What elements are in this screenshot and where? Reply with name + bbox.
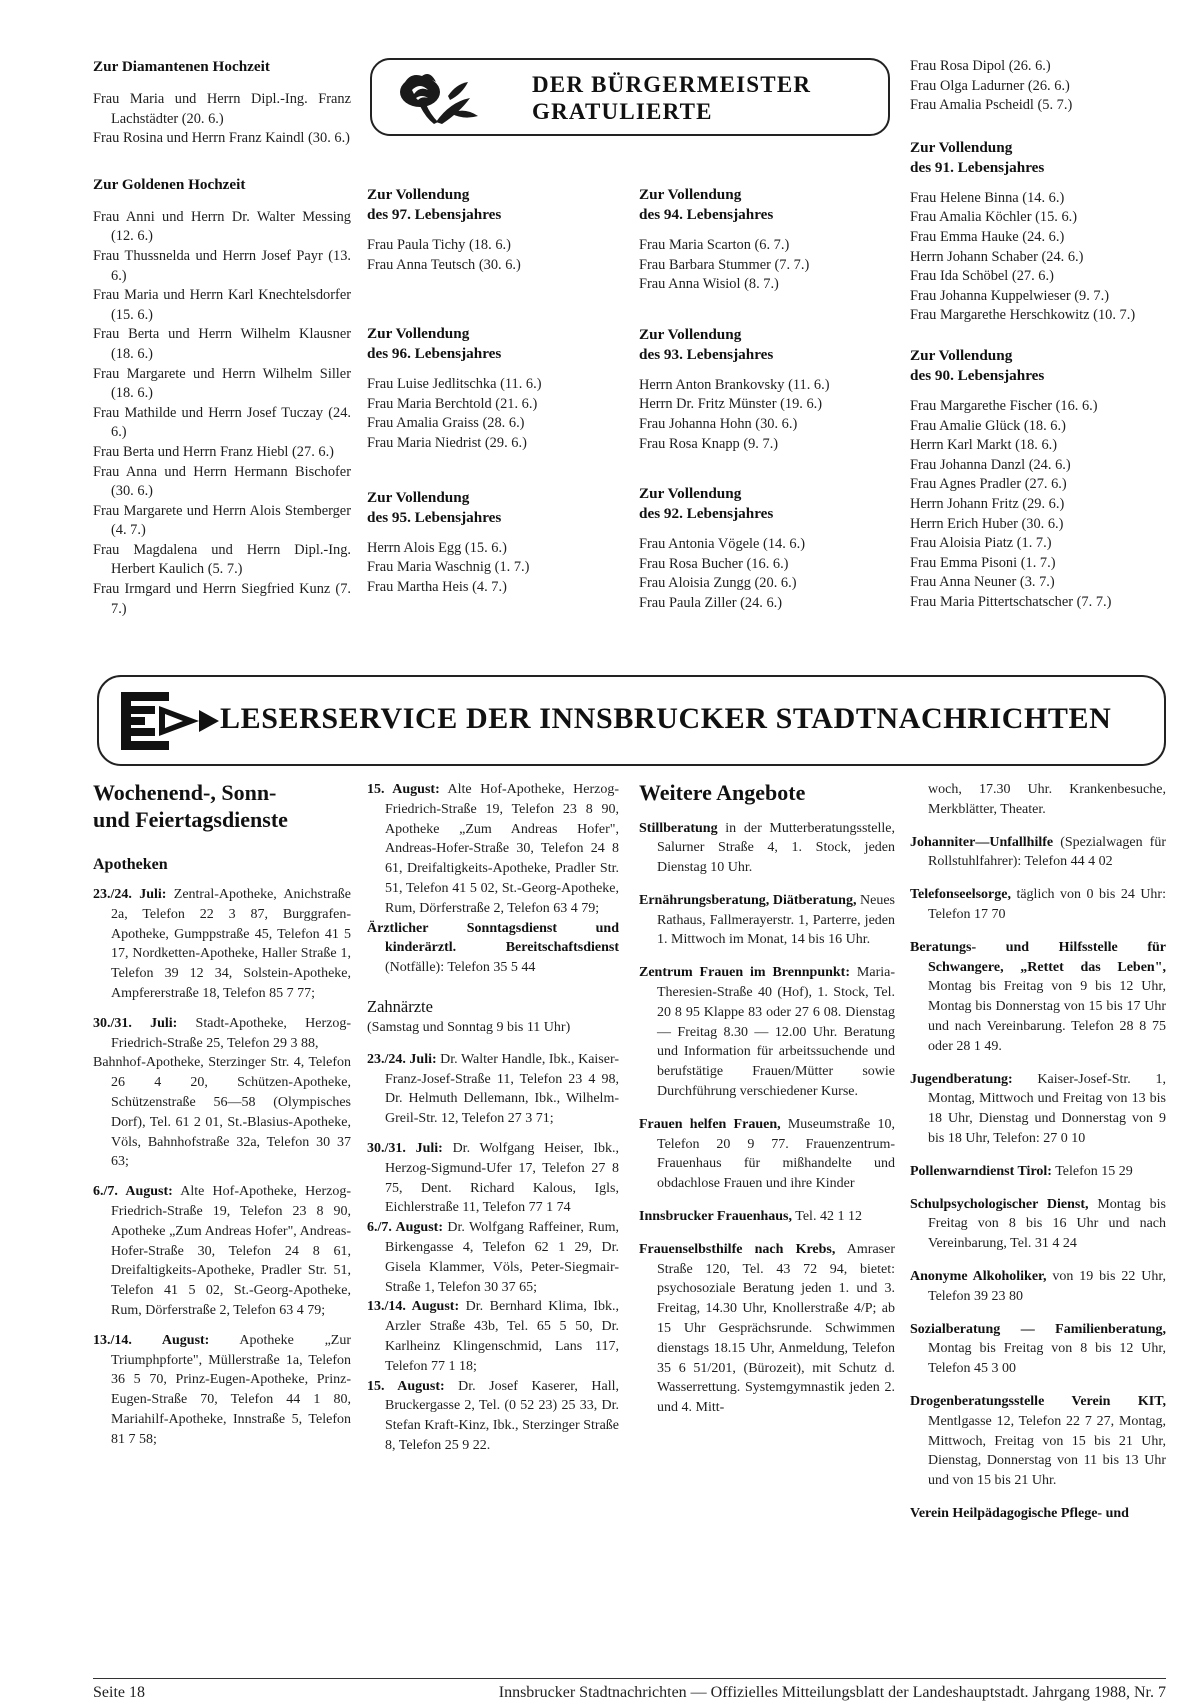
list-item: Frau Margarete und Herrn Alois Stemberger (4. 7.) — [93, 502, 351, 539]
item-lead: Ernährungsberatung, Diätberatung, — [639, 892, 857, 908]
list-item — [639, 1207, 895, 1227]
list-item: Frau Aloisia Piatz (1. 7.) — [910, 535, 1052, 552]
item-text: in der Mutterberatungsstelle, Salurner Straße 4, 1. Stock, jeden Dienstag 10 Uhr. — [657, 820, 895, 876]
item-lead: Jugendberatung: — [910, 1071, 1013, 1087]
list-item: Frau Emma Hauke (24. 6.) — [910, 228, 1065, 245]
list-item: Frau Margarete und Herrn Wilhelm Siller (18. 6.) — [93, 365, 351, 402]
list-item: Frau Luise Jedlitschka (11. 6.) — [367, 376, 542, 393]
item-text: Kaiser-Josef-Str. 1, Montag, Mittwoch und Freitag von 13 bis 18 Uhr, Dienstag und Donnerstag von 9 bis 18 Uhr, Telefon: 27 0 10 — [928, 1071, 1166, 1146]
list-item — [910, 1162, 1166, 1182]
heading-line: Zur Vollendung — [639, 485, 742, 503]
list-item — [93, 1014, 351, 1054]
list-item: Herrn Alois Egg (15. 6.) — [367, 539, 507, 556]
list-item — [93, 1182, 351, 1321]
pharmacy-dentist-column — [367, 780, 619, 1456]
item-text: woch, 17.30 Uhr. Krankenbesuche, Merkblätter, Theater. — [928, 782, 1166, 817]
item-text: Montag bis Freitag von 9 bis 12 Uhr, Montag bis Donnerstag von 15 bis 17 Uhr und nach Vereinbarung. Telefon 28 8 75 oder 28 1 49. — [928, 979, 1166, 1054]
item-text: Alte Hof-Apotheke, Herzog-Friedrich-Straße 19, Telefon 23 8 90, Apotheke „Zum Andreas Hofer", Andreas-Hofer-Straße 30, Telefon 24 8 61, Dreifaltigkeits-Apotheke, Pradler Str. 51, Telefon 41 5 02, St.-Georg-Apotheke, Rum, Dörferstraße 2, Telefon 63 4 79; — [385, 782, 619, 916]
list-item: Herrn Anton Brankovsky (11. 6.) — [639, 376, 830, 393]
list-item: Frau Rosina und Herrn Franz Kaindl (30. 6.) — [93, 130, 350, 147]
list-item: Frau Amalia Graiss (28. 6.) — [367, 415, 525, 432]
list-item: Frau Maria Berchtold (21. 6.) — [367, 395, 538, 412]
list-item: Frau Antonia Vögele (14. 6.) — [639, 536, 805, 553]
item-lead: Johanniter—Unfallhilfe — [910, 834, 1054, 850]
entry-list — [639, 236, 891, 295]
list-item: Frau Paula Ziller (24. 6.) — [639, 594, 783, 611]
list-item: Herrn Johann Schaber (24. 6.) — [910, 248, 1084, 265]
diamond-wedding-section — [93, 57, 351, 149]
list-item: Frau Thussnelda und Herrn Josef Payr (13. 6.) — [93, 247, 351, 284]
list-item: Frau Mathilde und Herrn Josef Tuczay (24. 6.) — [93, 404, 351, 441]
item-lead: Ärztlicher Sonntagsdienst und kinderärztl. Bereitschaftsdienst — [367, 920, 619, 956]
birthday-section — [367, 185, 617, 275]
item-text: von 19 bis 22 Uhr, Telefon 39 23 80 — [928, 1268, 1166, 1304]
heading-line: Zur Vollendung — [639, 325, 742, 343]
item-text: Dr. Walter Handle, Ibk., Kaiser-Franz-Josef-Straße 11, Telefon 23 4 98, Dr. Helmuth Dellemann, Ibk., Wilhelm-Greil-Str. 12, Telefon 27 3 71; — [385, 1051, 620, 1127]
item-lead: Sozialberatung — Familienberatung, — [910, 1321, 1166, 1337]
list-item: Frau Ida Schöbel (27. 6.) — [910, 268, 1054, 285]
item-lead: 6./7. August: — [367, 1220, 443, 1236]
heading-line: des 97. Lebensjahres — [367, 206, 502, 223]
heading-line: Zur Vollendung — [367, 325, 470, 343]
other-services-column-2 — [910, 780, 1166, 1537]
item-lead: Beratungs- und Hilfsstelle für Schwangere, „Rettet das Leben", — [910, 939, 1166, 975]
arrow-logo-icon — [119, 690, 219, 752]
subsection-title: Apotheken — [93, 856, 168, 873]
list-item: Frau Anna und Herrn Hermann Bischofer (30. 6.) — [93, 463, 351, 500]
item-lead: Schulpsychologischer Dienst, — [910, 1196, 1089, 1212]
list-item: Frau Irmgard und Herrn Siegfried Kunz (7. 7.) — [93, 581, 351, 617]
heading-line: des 96. Lebensjahres — [367, 345, 502, 363]
birthday-column-4 — [910, 57, 1160, 632]
list-item: Frau Johanna Kuppelwieser (9. 7.) — [910, 287, 1110, 304]
list-item — [910, 1392, 1166, 1491]
list-item — [910, 1195, 1166, 1254]
section-title: Weitere Angebote — [639, 780, 806, 805]
list-item: Herrn Johann Fritz (29. 6.) — [910, 495, 1065, 512]
list-item: Frau Helene Binna (14. 6.) — [910, 189, 1065, 206]
birthday-section — [367, 488, 617, 598]
item-text: Alte Hof-Apotheke, Herzog-Friedrich-Straße 19, Telefon 23 8 90, Apotheke „Zum Andreas Hofer", Andreas-Hofer-Straße 30, Telefon 24 8 61, Dreifaltigkeits-Apotheke, Pradler Str. 51, Telefon 41 5 02, St.-Georg-Apotheke, Rum, Dörferstraße 2, Telefon 63 4 79; — [111, 1184, 351, 1318]
subsection-title: Zahnärzte — [367, 996, 433, 1016]
entry-list — [93, 90, 351, 149]
list-item: Frau Johanna Hohn (30. 6.) — [639, 415, 798, 432]
item-lead: Pollenwarndienst Tirol: — [910, 1163, 1052, 1179]
list-item — [639, 963, 895, 1102]
list-item — [639, 891, 895, 950]
birthday-section — [639, 325, 891, 454]
list-item: Frau Margarethe Herschkowitz (10. 7.) — [910, 307, 1136, 324]
list-item: Frau Maria Scarton (6. 7.) — [639, 237, 790, 253]
list-item — [367, 1050, 619, 1129]
banner-title-line: DER BÜRGERMEISTER — [532, 72, 812, 97]
section-heading — [910, 346, 1160, 386]
item-text: (Notfälle): Telefon 35 5 44 — [385, 960, 536, 976]
item-lead: Frauenselbsthilfe nach Krebs, — [639, 1241, 836, 1257]
entry-list — [910, 57, 1160, 116]
item-text: Maria-Theresien-Straße 40 (Hof), 1. Stock, Tel. 20 8 95 Klappe 83 oder 27 6 08. Dienstag — Freitag 8.30 — 12.00 Uhr. Beratung und Information für arbeitssuchende und berufstätige Frauen/Mütter sowie Durchführung verschiedener Kurse. — [657, 965, 895, 1100]
item-text: Museumstraße 10, Telefon 20 9 77. Frauenzentrum-Frauenhaus für mißhandelte und obdachlose Frauen und ihre Kinder — [657, 1116, 895, 1192]
heading-line: des 91. Lebensjahres — [910, 158, 1045, 176]
list-item-continuation — [910, 780, 1166, 820]
pharmacy-column — [93, 780, 351, 1460]
subsection-note: (Samstag und Sonntag 9 bis 11 Uhr) — [367, 1019, 571, 1035]
list-item: Frau Amalie Glück (18. 6.) — [910, 417, 1066, 434]
list-item — [910, 833, 1166, 873]
list-item — [367, 1377, 619, 1456]
section-heading — [639, 185, 891, 225]
list-item: Frau Aloisia Zungg (20. 6.) — [639, 575, 797, 592]
list-item: Frau Anna Teutsch (30. 6.) — [367, 256, 521, 273]
list-item: Herrn Erich Huber (30. 6.) — [910, 515, 1064, 532]
list-item: Frau Anni und Herrn Dr. Walter Messing (12. 6.) — [93, 208, 351, 245]
page-footer — [93, 1678, 1166, 1701]
entry-list — [93, 208, 351, 619]
item-text: Amraser Straße 120, Tel. 43 72 94, bietet: psychosoziale Beratung jeden 1. und 3. Freitag, 14.30 Uhr, Knollerstraße 4/P; ab 15 Uhr Gesprächsrunde. Schwimmen dienstags 18.15 Uhr, Anmeldung, Telefon 35 6 51/201, (Bürozeit), mit Schutz d. Wasserrettung. Systemgymnastik jeden 2. und 4. Mitt- — [657, 1241, 895, 1416]
item-text: Neues Rathaus, Fallmerayerstr. 1, Parterre, jeden 1. Mittwoch im Monat, 14 bis 16 Uhr. — [657, 892, 895, 948]
list-item: Frau Berta und Herrn Wilhelm Klausner (18. 6.) — [93, 326, 351, 362]
publication-info: Innsbrucker Stadtnachrichten — Offizielles Mitteilungsblatt der Landeshauptstadt. Jahrgang 1988, Nr. 7 — [498, 1684, 1166, 1701]
list-item: Frau Maria Niedrist (29. 6.) — [367, 434, 527, 451]
list-item — [93, 1053, 351, 1172]
list-item: Frau Maria und Herrn Karl Knechtelsdorfer (15. 6.) — [93, 287, 351, 323]
section-heading — [639, 484, 891, 524]
item-text: Montag bis Freitag von 8 bis 16 Uhr und nach Vereinbarung, Tel. 31 4 24 — [928, 1196, 1166, 1252]
section-heading — [639, 325, 891, 365]
item-text: Montag bis Freitag von 8 bis 12 Uhr, Telefon 45 3 00 — [928, 1341, 1166, 1377]
entry-list — [367, 375, 617, 453]
list-item — [367, 1218, 619, 1297]
list-item: Frau Amalia Pscheidl (5. 7.) — [910, 97, 1073, 114]
entry-list — [639, 535, 891, 613]
list-item — [367, 1297, 619, 1376]
heading-line: des 90. Lebensjahres — [910, 366, 1045, 384]
birthday-section — [910, 138, 1160, 326]
leserservice-banner — [97, 675, 1166, 766]
birthday-section — [367, 324, 617, 453]
list-item: Herrn Karl Markt (18. 6.) — [910, 437, 1058, 454]
birthday-section — [639, 185, 891, 295]
item-lead: Zentrum Frauen im Brennpunkt: — [639, 965, 851, 981]
heading-line: des 94. Lebensjahres — [639, 206, 774, 223]
list-item: Frau Anna Wisiol (8. 7.) — [639, 276, 779, 293]
heading-line: des 92. Lebensjahres — [639, 505, 774, 523]
mayor-congratulates-banner — [370, 58, 890, 136]
item-lead: 13./14. August: — [367, 1299, 460, 1315]
item-text: Dr. Wolfgang Raffeiner, Rum, Birkengasse 4, Telefon 62 1 29, Dr. Gisela Klammer, Völs, Peter-Siegmair-Straße 1, Telefon 30 37 65; — [385, 1220, 619, 1295]
list-item: Frau Martha Heis (4. 7.) — [367, 578, 507, 595]
heading-line: Zur Vollendung — [367, 186, 470, 203]
anniversary-column — [93, 57, 351, 645]
list-item: Frau Margarethe Fischer (16. 6.) — [910, 397, 1098, 414]
item-lead: 30./31. Juli: — [93, 1015, 178, 1031]
list-item — [910, 885, 1166, 925]
item-text: Tel. 42 1 12 — [792, 1209, 862, 1225]
item-lead: 15. August: — [367, 782, 440, 797]
list-item — [910, 1070, 1166, 1149]
list-item: Frau Barbara Stummer (7. 7.) — [639, 256, 810, 273]
list-item: Frau Johanna Danzl (24. 6.) — [910, 456, 1071, 473]
section-heading — [367, 488, 617, 528]
leserservice-title: LESERSERVICE DER INNSBRUCKER STADTNACHRICHTEN — [220, 702, 1112, 735]
list-item — [93, 1331, 351, 1450]
list-item — [367, 780, 619, 919]
entry-list — [639, 376, 891, 454]
list-item — [367, 1139, 619, 1218]
list-item: Herrn Dr. Fritz Münster (19. 6.) — [639, 396, 823, 413]
heading-line: Zur Vollendung — [910, 138, 1013, 156]
list-item: Frau Maria Waschnig (1. 7.) — [367, 559, 530, 576]
list-item: Frau Rosa Dipol (26. 6.) — [910, 58, 1051, 74]
birthday-column-2 — [367, 185, 617, 627]
list-item: Frau Rosa Knapp (9. 7.) — [639, 435, 779, 452]
item-text: Dr. Bernhard Klima, Ibk., Arzler Straße 43b, Tel. 65 5 50, Dr. Karlheinz Klingenschmid, Lans 117, Telefon 77 1 18; — [385, 1299, 619, 1374]
list-item — [910, 1504, 1166, 1524]
item-text: Telefon 15 29 — [1051, 1163, 1133, 1179]
heading-line: des 95. Lebensjahres — [367, 508, 502, 526]
list-item: Frau Anna Neuner (3. 7.) — [910, 574, 1055, 591]
item-lead: Drogenberatungsstelle Verein KIT, — [910, 1393, 1166, 1409]
entry-list — [910, 189, 1160, 326]
section-heading — [910, 138, 1160, 178]
item-text: Apotheke „Zur Triumphpforte", Müllerstraße 1a, Telefon 36 5 70, Prinz-Eugen-Apotheke, Prinz-Eugen-Straße 70, Telefon 44 1 80, Mariahilf-Apotheke, Innstraße 5, Telefon 81 7 58; — [111, 1332, 351, 1447]
section-title: Wochenend-, Sonn- und Feiertagsdienste — [93, 780, 288, 832]
list-item — [910, 1267, 1166, 1307]
heading-line: Zur Vollendung — [639, 186, 742, 203]
item-lead: 15. August: — [367, 1378, 445, 1394]
item-lead: Innsbrucker Frauenhaus, — [639, 1209, 793, 1225]
list-item — [367, 919, 619, 978]
banner-title — [532, 71, 811, 125]
section-heading: Zur Diamantenen Hochzeit — [93, 58, 270, 75]
item-text: Dr. Josef Kaserer, Hall, Bruckergasse 2, Tel. (0 52 23) 25 33, Dr. Stefan Kraft-Kinz, Ibk., Sterzinger Straße 8, Telefon 25 9 22. — [385, 1378, 620, 1453]
list-item — [639, 1240, 895, 1418]
birthday-section — [910, 346, 1160, 613]
birthday-section — [639, 484, 891, 613]
birthday-column-3 — [639, 185, 891, 644]
item-lead: Stillberatung — [639, 820, 718, 836]
list-item — [910, 1320, 1166, 1379]
page-number: Seite 18 — [93, 1684, 145, 1701]
item-text: Bahnhof-Apotheke, Sterzinger Str. 4, Telefon 26 4 20, Schützen-Apotheke, Schützenstraße 56—58 (Olympisches Dorf), Tel. 61 2 01, St.-Blasius-Apotheke, Völs, Bahnhofstraße 32a, Telefon 30 37 63; — [93, 1055, 351, 1170]
list-item: Frau Berta und Herrn Franz Hiebl (27. 6.) — [93, 443, 334, 460]
golden-wedding-section — [93, 175, 351, 619]
item-text: Stadt-Apotheke, Herzog-Friedrich-Straße 25, Telefon 29 3 88, — [111, 1015, 352, 1051]
entry-list — [910, 397, 1160, 613]
item-text: täglich von 0 bis 24 Uhr: Telefon 17 70 — [928, 887, 1166, 922]
list-item — [910, 938, 1166, 1057]
list-item — [93, 885, 351, 1004]
item-text: Zentral-Apotheke, Anichstraße 2a, Telefon 22 3 87, Burggrafen-Apotheke, Gumppstraße 45, Telefon 41 5 17, Nordketten-Apotheke, Haller Straße 1, Telefon 39 12 34, Solstein-Apotheke, Ampfererstraße 18, Telefon 85 7 77; — [111, 887, 351, 1001]
rose-icon — [390, 68, 490, 128]
section-heading — [367, 324, 617, 364]
section-heading: Zur Goldenen Hochzeit — [93, 175, 246, 193]
item-lead: 6./7. August: — [93, 1184, 173, 1200]
banner-title-line: GRATULIERTE — [532, 99, 713, 124]
item-lead: 23./24. Juli: — [367, 1051, 437, 1067]
list-item: Frau Maria Pittertschatscher (7. 7.) — [910, 593, 1112, 610]
entry-list — [367, 236, 617, 275]
other-services-column — [639, 780, 895, 1431]
item-lead: Frauen helfen Frauen, — [639, 1116, 781, 1132]
item-text: (Spezialwagen für Rollstuhlfahrer): Telefon 44 4 02 — [928, 834, 1166, 870]
entry-list — [367, 539, 617, 598]
item-lead: Anonyme Alkoholiker, — [910, 1268, 1047, 1284]
list-item: Frau Paula Tichy (18. 6.) — [367, 237, 511, 253]
heading-line: des 93. Lebensjahres — [639, 345, 774, 363]
heading-line: Zur Vollendung — [910, 346, 1013, 364]
item-text: Dr. Wolfgang Heiser, Ibk., Herzog-Sigmund-Ufer 17, Telefon 27 8 75, Dent. Richard Kalous, Igls, Eichlerstraße 11, Telefon 77 1 74 — [385, 1140, 619, 1216]
heading-line: Zur Vollendung — [367, 488, 470, 506]
list-item: Frau Olga Ladurner (26. 6.) — [910, 77, 1070, 94]
item-lead: Verein Heilpädagogische Pflege- und — [910, 1505, 1129, 1521]
item-text: Mentlgasse 12, Telefon 22 7 27, Montag, Mittwoch, Freitag von 15 bis 21 Uhr, Dienstag, Donnerstag von 11 bis 13 Uhr und von 15 bis 21 Uhr. — [928, 1413, 1166, 1489]
list-item: Frau Amalia Köchler (15. 6.) — [910, 209, 1078, 226]
list-item: Frau Agnes Pradler (27. 6.) — [910, 476, 1067, 493]
list-item: Frau Magdalena und Herrn Dipl.-Ing. Herbert Kaulich (5. 7.) — [93, 541, 351, 578]
item-lead: 30./31. Juli: — [367, 1140, 443, 1156]
item-lead: 13./14. August: — [93, 1332, 210, 1348]
list-item — [639, 819, 895, 878]
list-item: Frau Emma Pisoni (1. 7.) — [910, 554, 1056, 571]
list-item — [639, 1115, 895, 1194]
item-lead: Telefonseelsorge, — [910, 887, 1011, 903]
list-item: Frau Rosa Bucher (16. 6.) — [639, 555, 789, 572]
item-lead: 23./24. Juli: — [93, 887, 167, 902]
list-item: Frau Maria und Herrn Dipl.-Ing. Franz Lachstädter (20. 6.) — [93, 91, 351, 127]
section-heading — [367, 185, 617, 225]
